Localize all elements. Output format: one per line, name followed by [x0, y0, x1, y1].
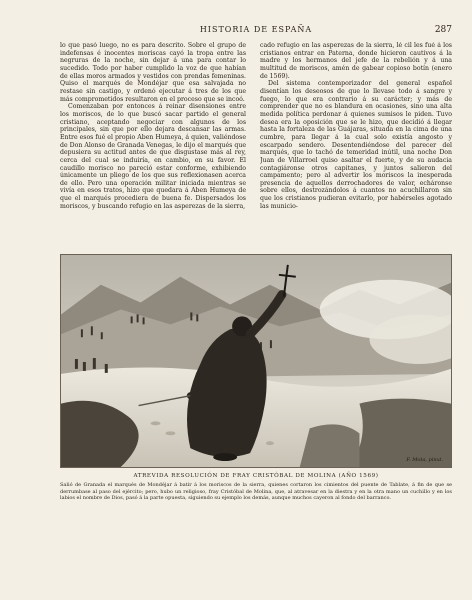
illustration: [60, 254, 452, 468]
right-column: [260, 42, 452, 248]
left-column: [60, 42, 246, 248]
running-title: HISTORIA DE ESPAÑA: [199, 25, 313, 34]
friar-crossing-illustration: [61, 255, 451, 467]
paragraph: Del sistema contemporizador del general español disentían los deseosos de que lo llevase todo á sangre y fuego, lo que era contrario á su carácter; y más de comprender que no es blandura en ocasiones, sino una alta medida política perdonar á quienes sumisos le piden. Tuvo desea era la oposición que se le hizo, que decidió á llegar hasta la fortaleza de las Guájaras, situada en la cima de una cumbre, para llegar á la cual solo existía angosto y escarpado sendero. Desentendiéndose del parecer del marqués, que lo tachó de temeridad inútil, una noche Don Juan de Villarroel quiso asaltar el fuerte, y de su audacia contagiáronse otros capitanes, y juntos salieron del campamento; pero al advertir los moriscos la inesperada presencia de aquellos derrochadores de valor, echáronse sobre ellos, destrozándolos á cuantos no acuchillaron sin que los cristianos pudieran evitarlo, por habérseles agotado las municio-: [260, 80, 452, 210]
caption-title: ATREVIDA RESOLUCIÓN DE FRAY CRISTÓBAL DE MOLINA (AÑO 1569): [133, 473, 379, 479]
illustration-credit: F. Mota, pinxt.: [406, 457, 443, 463]
paragraph: lo que pasó luego, no es para descrito. Sobre el grupo de indefensas é inocentes moriscas cayó la tropa entre las negruras de la noche, sin dejar á una para contar lo sucedido. Todo por haber cumplido la voz de que habían de ellas moros armados y vestidos con prendas femeninas. Quiso el marqués de Mondéjar que esa salvajada no restase sin castigo, y ordenó ejecutar á tres de los que más comprometidos resultaron en el proceso que se incoó.: [60, 42, 246, 103]
caption-text: Salió de Granada el marqués de Mondéjar á batir á los moriscos de la sierra, quienes cortaron los cimientos del puente de Tablate, á fin de que se derrumbase al paso del ejército; pero, hubo un religioso, fray Cristóbal de Molina, que, al atravesar en la diestra y en la otra mano un cuchillo y en los labios el nombre de Dios, pasó á la parte opuesta, siguiendo su ejemplo los demás, aunque muchos cayeron al fondo del barranco.: [60, 482, 452, 502]
paragraph: cado refugio en las asperezas de la sierra, lé cil les fué á los cristianos entrar en Paterna, donde hicieron cautivos á la madre y los hermanos del jefe de la rebelión y á una multitud de moriscos, amén de gabear copioso botín (enero de 1569).: [260, 42, 452, 80]
page-header: [60, 24, 452, 36]
page-number: 287: [434, 25, 452, 35]
paragraph: Comenzaban por entonces á reinar disensiones entre los moriscos, de lo que buscó sacar partido el general cristiano, aceptando negociar con algunos de los principales, sin que por ello dejara descansar las armas. Entre esos fué el propio Aben Humeya, á quien, valiéndose de Don Alonso de Granada Venegas, le dijo el marqués que depusiera su actitud antes de que disgustase más al rey, cerca del cual se induiría, en cambio, en su favor. El caudillo morisco no pareció estar conforme, exhibiendo únicamente un pliego de los que sus reflexionasen acerca de ello. Pero una operación militar iniciada mientras se vivía en esos tratos, hizo que quedara á Aben Humeya de que el marqués procediera de buena fe. Dispersados los moriscos, y buscando refugio en las asperezas de la sierra,: [60, 103, 246, 210]
